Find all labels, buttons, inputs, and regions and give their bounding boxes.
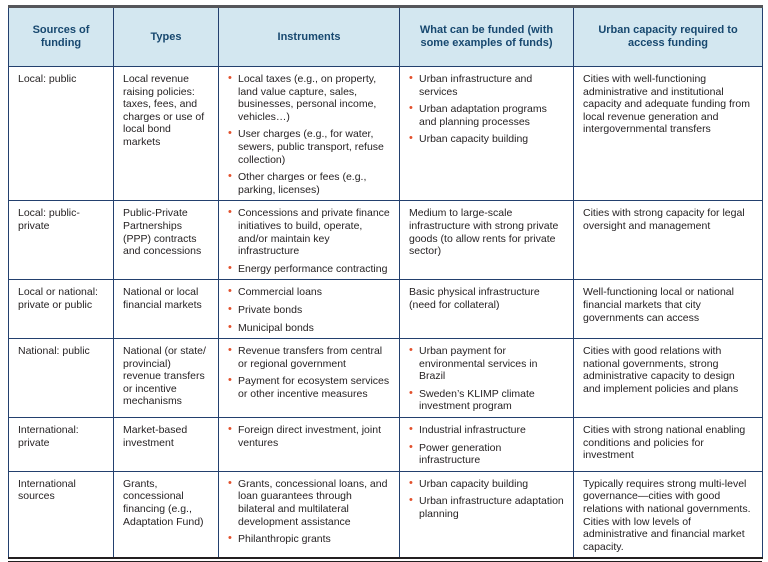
capacity-text: Typically requires strong multi-level governance—cities with good relations with national governments. Cities with low levels of administrative and financial market capacity. <box>583 477 751 553</box>
cell-capacity <box>574 471 763 558</box>
bullet-item: • Private bonds <box>228 304 391 317</box>
bullet-list <box>228 286 391 334</box>
cell-funded <box>400 471 574 558</box>
bullet-item: • Other charges or fees (e.g., parking, licenses) <box>228 171 391 196</box>
cell-source <box>9 471 114 558</box>
cell-source <box>9 67 114 201</box>
types-text: Public-Private Partnerships (PPP) contracts and concessions <box>123 207 202 258</box>
cell-instruments <box>219 67 400 201</box>
source-text: National: public <box>18 345 90 358</box>
types-text: Market-based investment <box>123 424 188 449</box>
cell-source <box>9 280 114 339</box>
header-what-can-be-funded: What can be funded (with some examples of funds) <box>400 7 574 67</box>
capacity-text: Cities with well-functioning administrative and institutional capacity and adequate funding from local revenue generation and intergovernmental transfers <box>583 73 750 136</box>
types-text: National or local financial markets <box>123 286 202 311</box>
types-text: National (or state/ provincial) revenue transfers or incentive mechanisms <box>123 345 206 408</box>
table-row-national-public <box>9 339 763 418</box>
cell-instruments <box>219 201 400 280</box>
bullet-item: • Urban payment for environmental services in Brazil <box>409 345 565 383</box>
cell-capacity <box>574 418 763 472</box>
bullet-item: • Urban capacity building <box>409 133 565 146</box>
bullet-item: • Urban adaptation programs and planning processes <box>409 103 565 128</box>
funded-text: Medium to large-scale infrastructure with strong private goods (to allow rents for private sector) <box>409 207 559 258</box>
cell-types <box>114 201 219 280</box>
bullet-list <box>228 424 391 449</box>
funding-table-container <box>8 5 762 559</box>
bullet-item: • Grants, concessional loans, and loan guarantees through bilateral and multilateral development assistance <box>228 478 391 528</box>
bullet-item: • Urban capacity building <box>409 478 565 491</box>
table-row-international-sources <box>9 471 763 558</box>
cell-types <box>114 471 219 558</box>
bullet-item: • User charges (e.g., for water, sewers, public transport, refuse collection) <box>228 128 391 166</box>
cell-types <box>114 280 219 339</box>
cell-instruments <box>219 280 400 339</box>
bullet-list <box>228 345 391 400</box>
cell-source <box>9 201 114 280</box>
bullet-item: • Concessions and private finance initiatives to build, operate, and/or maintain key infrastructure <box>228 207 391 257</box>
header-instruments: Instruments <box>219 7 400 67</box>
table-row-local-public-private <box>9 201 763 280</box>
source-text: Local: public-private <box>18 207 80 232</box>
bullet-item: • Local taxes (e.g., on property, land value capture, sales, businesses, personal income, vehicles…) <box>228 73 391 123</box>
cell-instruments <box>219 471 400 558</box>
capacity-text: Cities with strong national enabling conditions and policies for investment <box>583 424 746 462</box>
header-sources-of-funding: Sources of funding <box>9 7 114 67</box>
capacity-text: Well-functioning local or national financial markets that city governments can access <box>583 286 734 324</box>
cell-instruments <box>219 418 400 472</box>
types-text: Grants, concessional financing (e.g., Adaptation Fund) <box>123 477 204 528</box>
cell-capacity <box>574 67 763 201</box>
cell-types <box>114 418 219 472</box>
cell-funded <box>400 280 574 339</box>
bullet-item: • Industrial infrastructure <box>409 424 565 437</box>
cell-funded <box>400 339 574 418</box>
capacity-text: Cities with good relations with national governments, strong administrative capacity to design and implement policies and plans <box>583 345 739 395</box>
source-text: International: private <box>18 424 79 449</box>
header-urban-capacity: Urban capacity required to access funding <box>574 7 763 67</box>
cell-funded <box>400 418 574 472</box>
bullet-item: • Revenue transfers from central or regional government <box>228 345 391 370</box>
cell-capacity <box>574 280 763 339</box>
bullet-item: • Commercial loans <box>228 286 391 299</box>
cell-capacity <box>574 201 763 280</box>
cell-instruments <box>219 339 400 418</box>
cell-types <box>114 67 219 201</box>
bullet-item: • Urban infrastructure and services <box>409 73 565 98</box>
cell-funded <box>400 67 574 201</box>
table-row-international-private <box>9 418 763 472</box>
bullet-item: • Sweden’s KLIMP climate investment program <box>409 388 565 413</box>
source-text: Local or national: private or public <box>18 286 98 311</box>
funding-sources-table <box>8 5 763 559</box>
cell-capacity <box>574 339 763 418</box>
bullet-item: • Foreign direct investment, joint ventures <box>228 424 391 449</box>
bullet-list <box>409 424 565 467</box>
bullet-list <box>228 478 391 546</box>
bullet-list <box>409 73 565 146</box>
bullet-item: • Municipal bonds <box>228 322 391 335</box>
table-row-local-public <box>9 67 763 201</box>
cell-source <box>9 339 114 418</box>
capacity-text: Cities with strong capacity for legal oversight and management <box>583 207 745 232</box>
bullet-list <box>409 345 565 413</box>
bullet-list <box>228 207 391 275</box>
cell-funded <box>400 201 574 280</box>
bullet-item: • Philanthropic grants <box>228 533 391 546</box>
table-row-local-or-national <box>9 280 763 339</box>
cell-types <box>114 339 219 418</box>
cell-source <box>9 418 114 472</box>
table-header-row <box>9 7 763 67</box>
bullet-item: • Power generation infrastructure <box>409 442 565 467</box>
bullet-item: • Energy performance contracting <box>228 263 391 276</box>
header-types: Types <box>114 7 219 67</box>
bullet-list <box>409 478 565 521</box>
funded-text: Basic physical infrastructure (need for collateral) <box>409 286 540 311</box>
source-text: International sources <box>18 477 76 503</box>
bullet-item: • Urban infrastructure adaptation planning <box>409 495 565 520</box>
source-text: Local: public <box>18 73 77 85</box>
bullet-list <box>228 73 391 196</box>
types-text: Local revenue raising policies: taxes, fees, and charges or use of local bond markets <box>123 73 205 148</box>
bullet-item: • Payment for ecosystem services or other incentive measures <box>228 375 391 400</box>
